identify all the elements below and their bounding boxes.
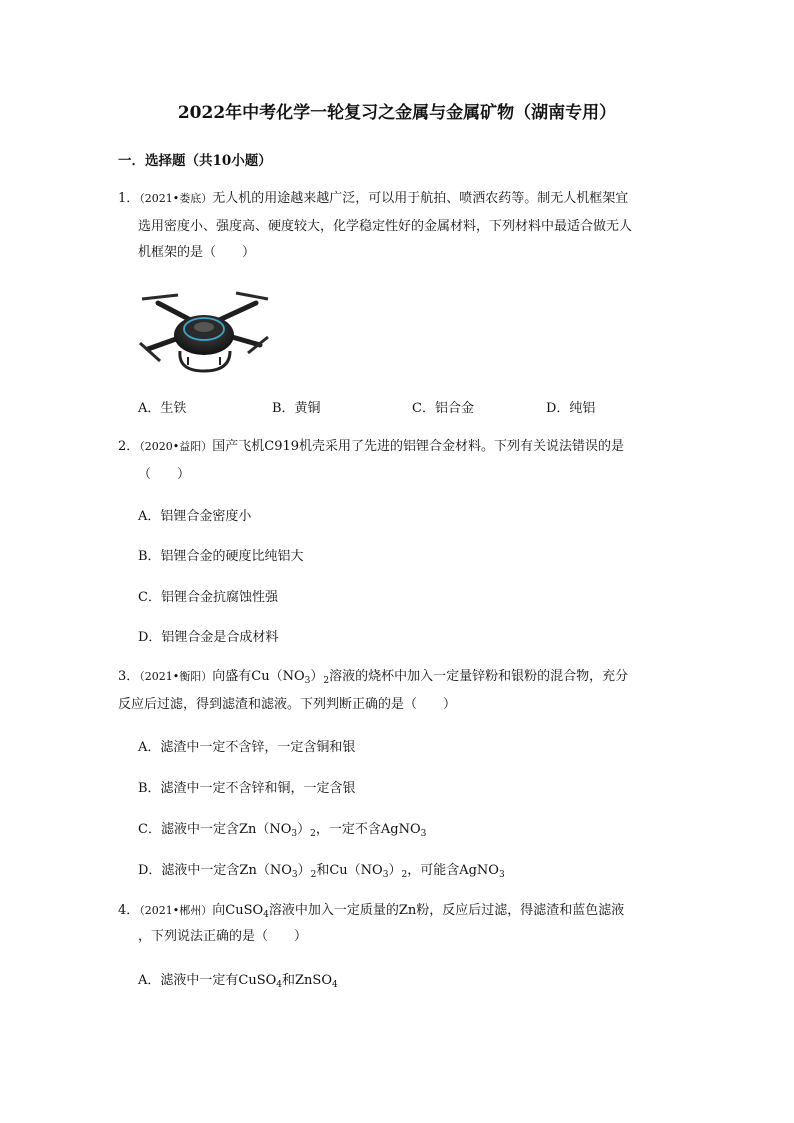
subscript: 4 (263, 910, 269, 920)
question-text: 无人机的用途越来越广泛，可以用于航拍、喷洒农药等。制无人机框架宜 (212, 191, 629, 206)
q2-option-c: C．铝锂合金抗腐蚀性强 (138, 590, 278, 605)
q3-option-c (138, 818, 426, 837)
subscript: 2 (310, 829, 316, 839)
subscript: 4 (332, 980, 338, 990)
option-text: D．滤液中一定含Zn（NO (138, 863, 292, 878)
option-text: C．滤液中一定含Zn（NO (138, 822, 292, 837)
option-text: ） (297, 822, 311, 837)
question-text: 向CuSO (212, 903, 264, 918)
subscript: 3 (382, 870, 389, 880)
document-title: 2022年中考化学一轮复习之金属与金属矿物（湖南专用） (177, 103, 617, 123)
q3-option-b: B．滤渣中一定不含锌和铜，一定含银 (138, 781, 356, 796)
question-1-line-2: 选用密度小、强度高、硬度较大，化学稳定性好的金属材料，下列材料中最适合做无人 (138, 219, 633, 234)
drone-image (138, 285, 270, 377)
subscript: 4 (276, 980, 283, 990)
question-text: 向盛有Cu（NO (212, 669, 305, 684)
subscript: 2 (401, 870, 408, 880)
option-text: ） (388, 863, 402, 878)
option-text: 和Cu（NO (316, 863, 383, 878)
q1-option-d: D．纯铝 (546, 401, 596, 416)
question-text: ） (310, 669, 324, 684)
question-2-line-2: （ ） (138, 467, 191, 482)
question-text: 溶液中加入一定质量的Zn粉，反应后过滤，得滤渣和蓝色滤液 (268, 903, 625, 918)
option-text: ） (297, 863, 311, 878)
q4-option-a (138, 969, 338, 988)
question-number: 4． (118, 903, 140, 918)
q1-option-b: B．黄铜 (272, 401, 321, 416)
q1-option-a: A．生铁 (138, 401, 187, 416)
question-3-line-1 (118, 663, 628, 691)
option-text: A．滤液中一定有CuSO (138, 973, 277, 988)
q3-option-a: A．滤渣中一定不含锌，一定含铜和银 (138, 740, 356, 755)
q2-option-a: A．铝锂合金密度小 (138, 509, 252, 524)
option-text: 和ZnSO (282, 973, 332, 988)
question-number: 2． (118, 439, 140, 454)
subscript: 3 (498, 870, 505, 880)
question-4-line-2: ，下列说法正确的是（ ） (138, 929, 308, 944)
question-source: （2021•娄底） (139, 192, 213, 205)
subscript: 2 (323, 676, 330, 686)
question-source: （2020•益阳） (139, 440, 213, 453)
subscript: 3 (420, 829, 427, 839)
subscript: 3 (291, 829, 298, 839)
question-1-line-1 (118, 185, 628, 213)
option-text: ，可能含AgNO (407, 863, 499, 878)
q3-option-d (138, 859, 505, 878)
q2-option-d: D．铝锂合金是合成材料 (138, 630, 279, 645)
question-number: 3． (118, 669, 140, 684)
question-2-line-1 (118, 433, 624, 461)
subscript: 3 (304, 676, 311, 686)
question-text: 溶液的烧杯中加入一定量锌粉和银粉的混合物，充分 (329, 669, 629, 684)
question-source: （2021•衡阳） (139, 670, 213, 683)
question-text: 国产飞机C919机壳采用了先进的铝锂合金材料。下列有关说法错误的是 (212, 439, 625, 454)
question-number: 1． (118, 191, 140, 206)
q1-option-c: C．铝合金 (412, 401, 474, 416)
q2-option-b: B．铝锂合金的硬度比纯铝大 (138, 549, 304, 564)
option-text: ，一定不含AgNO (315, 822, 421, 837)
question-3-line-2: 反应后过滤，得到滤渣和滤液。下列判断正确的是（ ） (118, 697, 457, 712)
question-1-line-3: 机框架的是（ ） (138, 245, 256, 260)
subscript: 3 (291, 870, 298, 880)
question-source: （2021•郴州） (139, 904, 213, 917)
subscript: 2 (310, 870, 317, 880)
section-heading: 一．选择题（共10小题） (118, 153, 272, 169)
question-4-line-1 (118, 897, 624, 925)
